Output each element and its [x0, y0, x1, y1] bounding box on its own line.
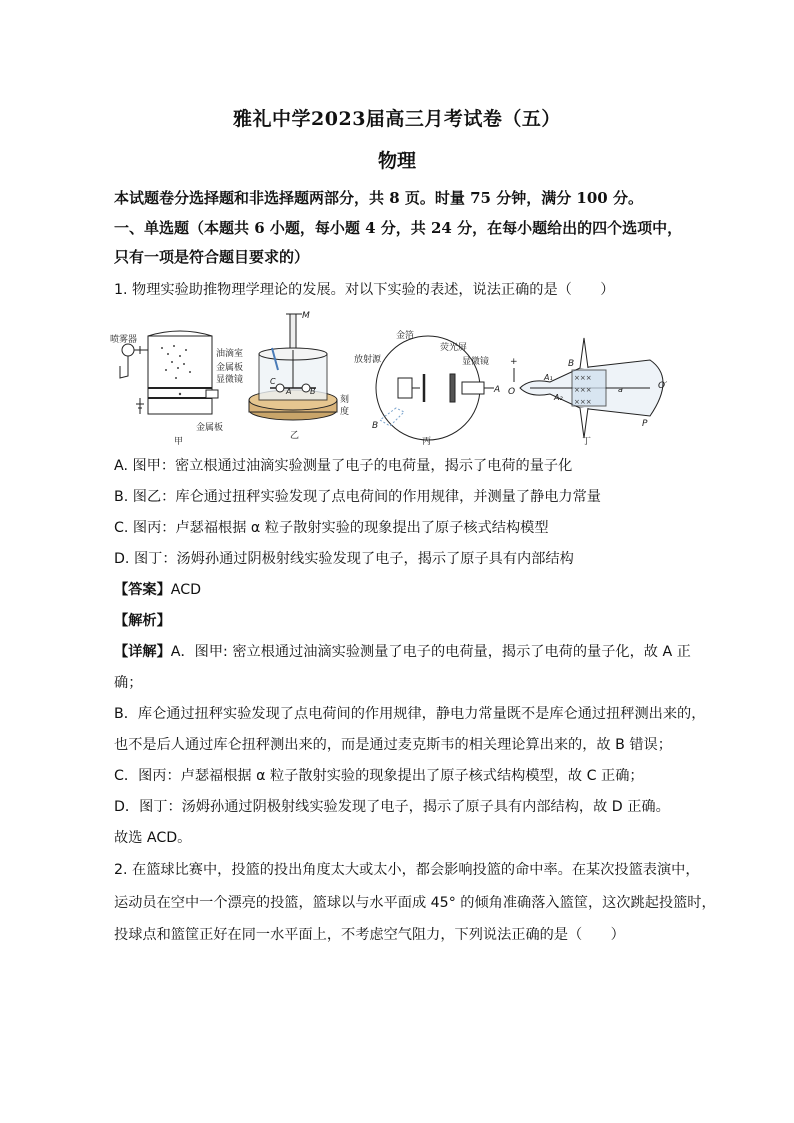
bing-B-label: B [372, 421, 379, 431]
analysis-label: 【解析】 [114, 613, 171, 629]
ding-plus-label: + [510, 357, 518, 367]
bing-caption: 丙 [422, 437, 432, 447]
svg-text:×××: ××× [574, 374, 592, 382]
ding-P-label: P [642, 419, 648, 429]
yi-A-label: A [286, 387, 292, 396]
detail-line-7: 故选 ACD。 [114, 830, 192, 846]
jia-caption: 甲 [174, 437, 184, 447]
figure-bing [376, 336, 494, 440]
detail-text-1: A．图甲: 密立根通过油滴实验测量了电子的电荷量，揭示了电荷的量子化，故 A 正 [170, 644, 691, 660]
detail-line-5: C．图丙：卢瑟福根据 α 粒子散射实验的现象提出了原子核式结构模型，故 C 正确； [114, 768, 644, 784]
yi-M-label: M [302, 311, 310, 321]
detail-line-6: D．图丁：汤姆孙通过阴极射线实验发现了电子，揭示了原子具有内部结构，故 D 正确。 [114, 799, 670, 815]
section-heading-line1: 一、单选题（本题共 6 小题，每小题 4 分，共 24 分，在每小题给出的四个选项中， [114, 219, 683, 237]
ding-caption: 丁 [582, 437, 592, 447]
yi-caption: 乙 [290, 431, 300, 441]
q1-option-a: A. 图甲：密立根通过油滴实验测量了电子的电荷量，揭示了电荷的量子化 [114, 458, 573, 474]
exam-title: 雅礼中学2023届高三月考试卷（五） [233, 108, 561, 130]
q1-option-c: C. 图丙：卢瑟福根据 α 粒子散射实验的现象提出了原子核式结构模型 [114, 520, 549, 536]
bing-microscope-label: 显微镜 [462, 357, 490, 367]
bing-foil-label: 金箔 [396, 331, 415, 341]
ding-O2-label: O′ [658, 381, 668, 391]
subject-title: 物理 [377, 150, 416, 172]
detail-line-1 [114, 642, 691, 662]
svg-text:×××: ××× [574, 398, 592, 406]
jia-oil-room-label: 油滴室 [216, 349, 244, 359]
yi-C-label: C [270, 377, 276, 386]
q1-figure [110, 308, 690, 448]
detail-line-2: 确； [114, 675, 143, 691]
q2-line-1: 2. 在篮球比赛中，投篮的投出角度太大或太小，都会影响投篮的命中率。在某次投篮表演中， [114, 862, 700, 878]
intro-text: 本试题卷分选择题和非选择题两部分，共 8 页。时量 75 分钟，满分 100 分。 [114, 189, 643, 207]
yi-scale-label: 刻 [340, 395, 350, 405]
section-heading-line2: 只有一项是符合题目要求的） [114, 248, 310, 266]
figure-ding [514, 338, 663, 438]
detail-line-4: 也不是后人通过库仑扭秤测出来的，而是通过麦克斯韦的相关理论算出来的，故 B 错误； [114, 737, 672, 753]
detail-label: 【详解】 [114, 644, 171, 660]
jia-metal-plate2-label: 金属板 [196, 423, 224, 433]
ding-A1-label: A₁ [544, 373, 553, 382]
ding-A2-label: A₂ [554, 393, 563, 402]
jia-sprayer-label: 喷雾器 [110, 335, 138, 345]
ding-B-label: B [568, 359, 575, 369]
yi-B-label: B [310, 387, 316, 396]
answer-label: 【答案】 [114, 582, 171, 598]
svg-text:×××: ××× [574, 386, 592, 394]
q2-line-3: 投球点和篮筐正好在同一水平面上，不考虑空气阻力，下列说法正确的是（ ） [114, 927, 625, 943]
ding-O-label: O [508, 387, 516, 397]
q1-stem: 1. 物理实验助推物理学理论的发展。对以下实验的表述，说法正确的是（ ） [114, 282, 615, 298]
ding-a-label: a [618, 385, 623, 394]
q1-option-b: B. 图乙：库仑通过扭秤实验发现了点电荷间的作用规律，并测量了静电力常量 [114, 489, 601, 505]
jia-metal-plate-label: 金属板 [216, 363, 244, 373]
figure-yi [249, 314, 337, 420]
q2-line-2: 运动员在空中一个漂亮的投篮，篮球以与水平面成 45° 的倾角准确落入篮筐，这次跳起投篮时， [114, 895, 716, 911]
detail-line-3: B．库仑通过扭秤实验发现了点电荷间的作用规律，静电力常量既不是库仑通过扭秤测出来的， [114, 706, 706, 722]
q1-answer-row [114, 580, 684, 600]
answer-value: ACD [170, 582, 202, 598]
bing-source-label: 放射源 [354, 355, 382, 365]
bing-screen-label: 荧光屏 [440, 343, 468, 353]
yi-scale2-label: 度 [340, 407, 350, 417]
q1-option-d: D. 图丁：汤姆孙通过阴极射线实验发现了电子，揭示了原子具有内部结构 [114, 551, 574, 567]
bing-A-label: A [494, 385, 501, 395]
jia-microscope-label: 显微镜 [216, 375, 244, 385]
